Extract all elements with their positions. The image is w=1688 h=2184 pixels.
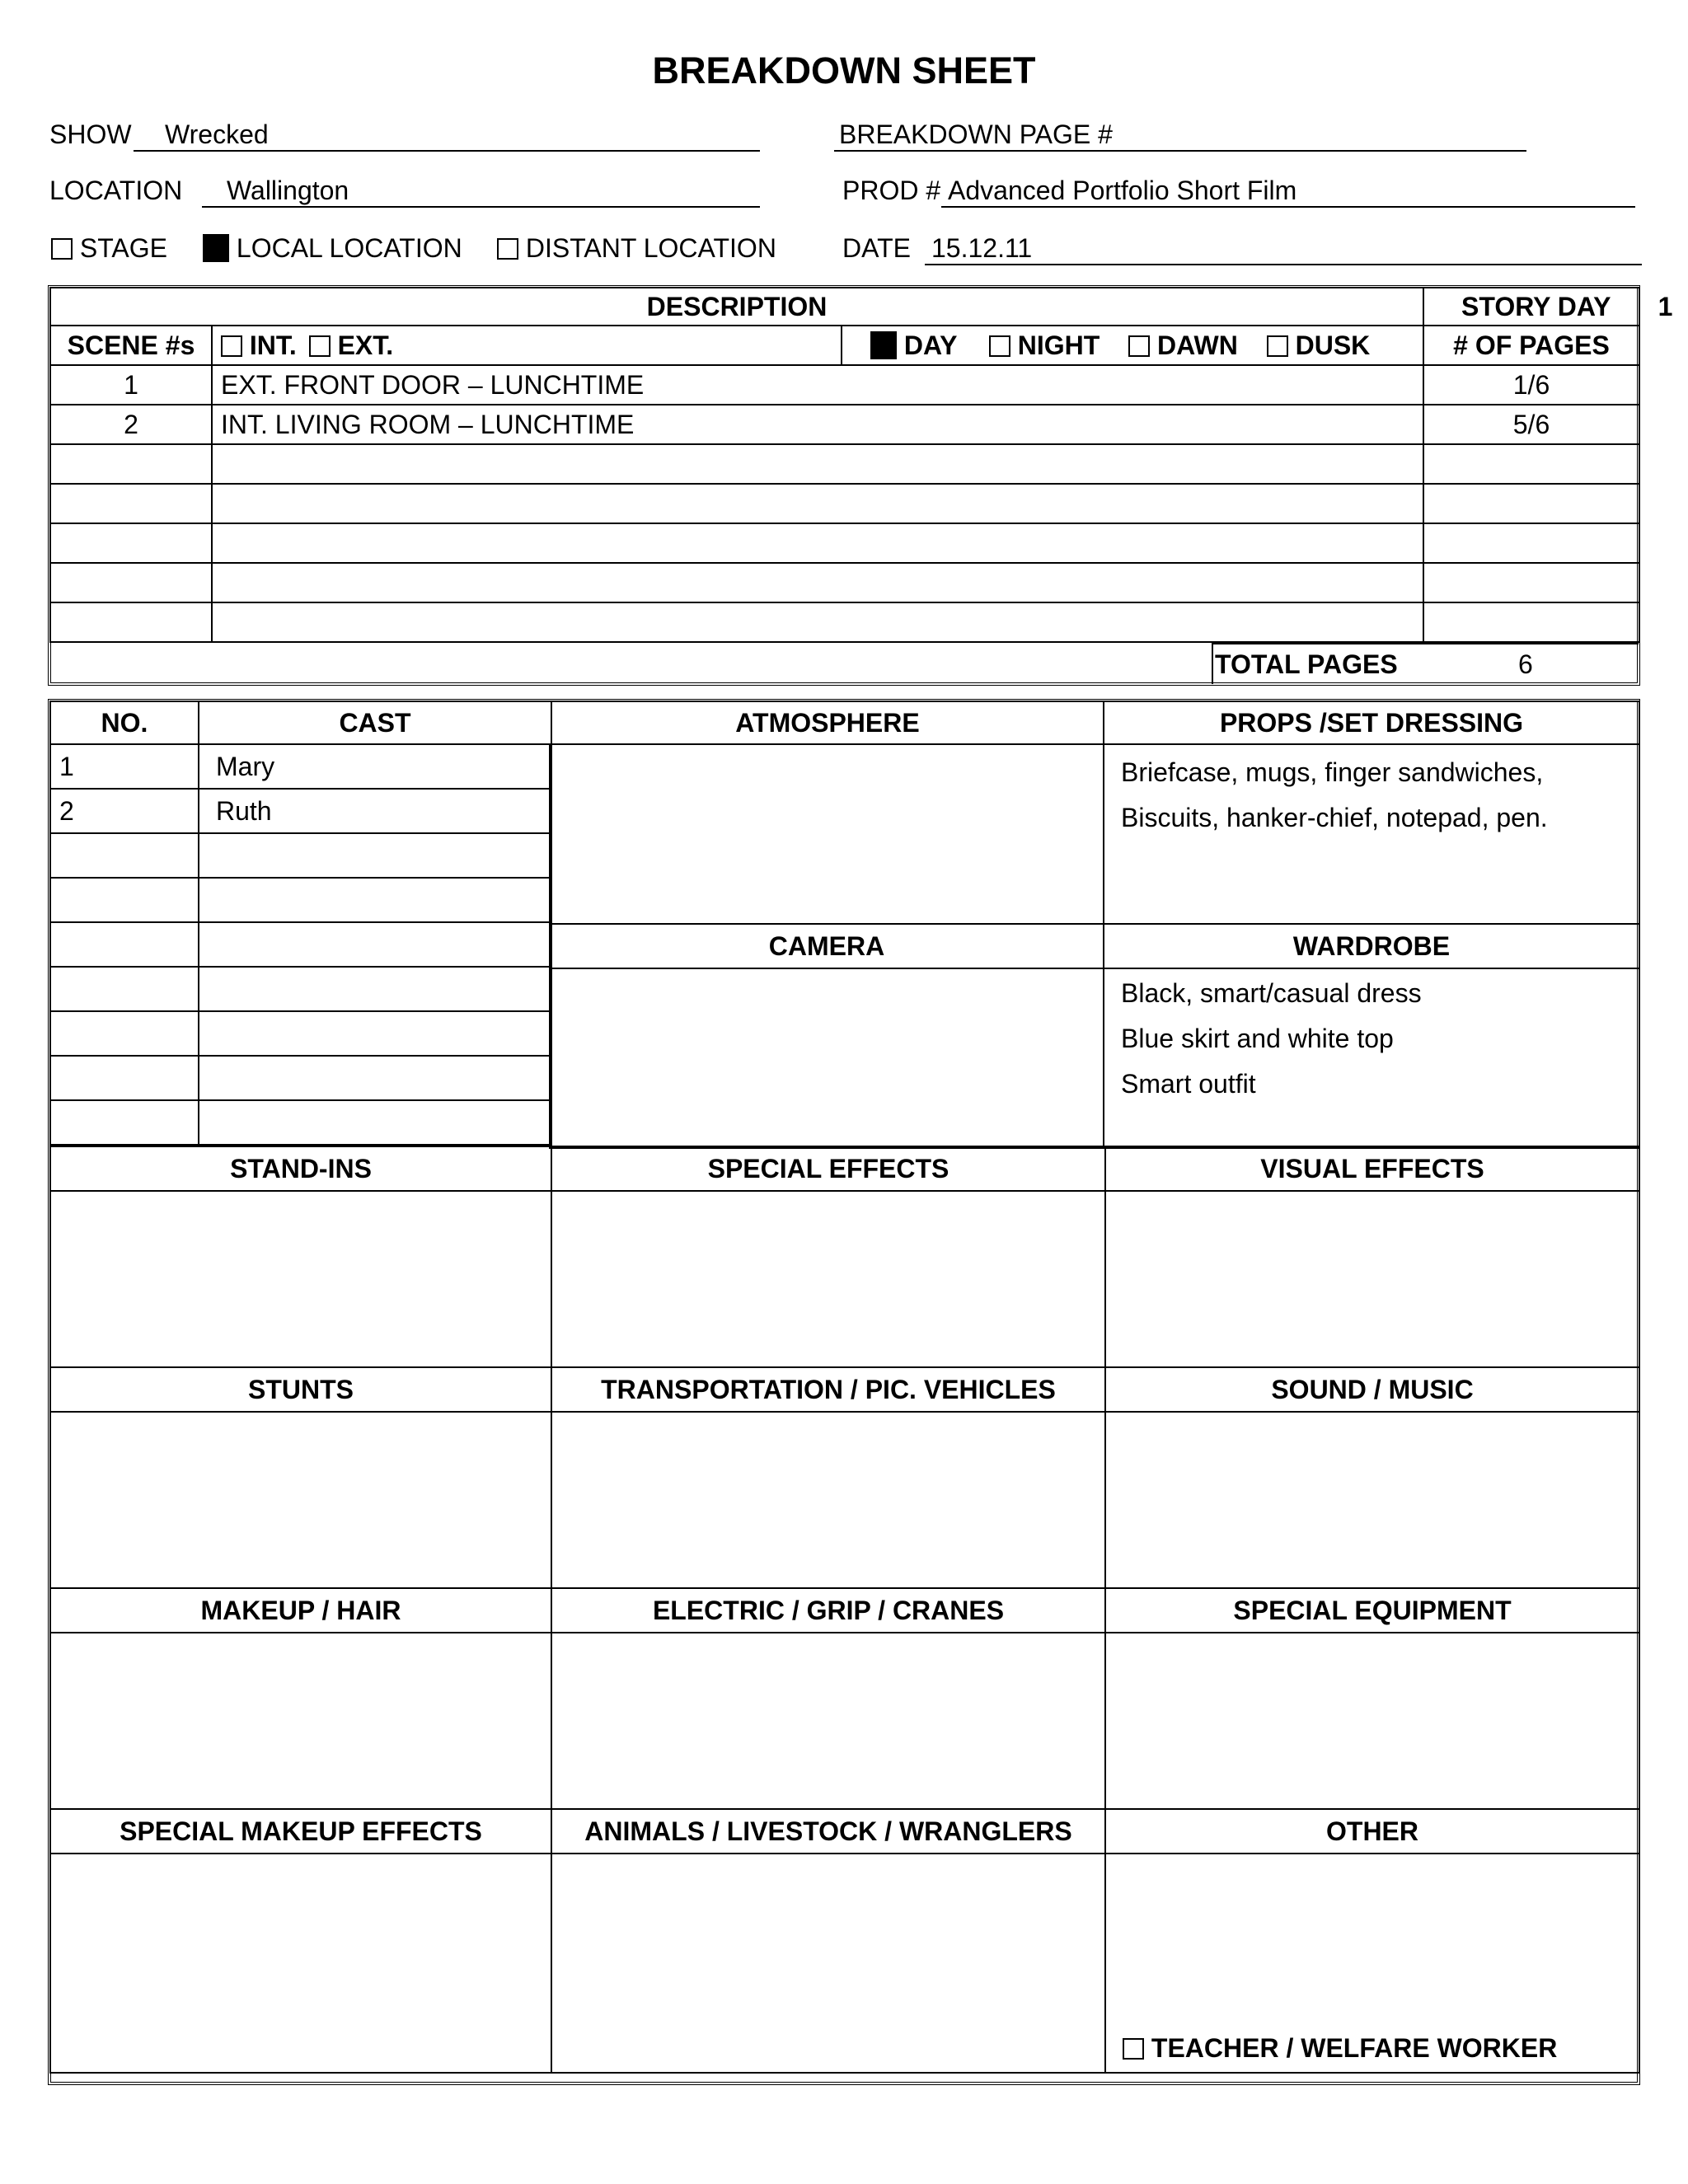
pages-header: # OF PAGES <box>1423 326 1639 365</box>
special-effects-field[interactable] <box>551 1191 1105 1367</box>
table-row <box>50 922 551 967</box>
scene-number[interactable] <box>50 444 212 484</box>
local-location-label: LOCAL LOCATION <box>236 233 462 263</box>
scene-description[interactable] <box>212 523 1423 563</box>
night-checkbox[interactable] <box>989 335 1010 357</box>
ext-checkbox[interactable] <box>309 335 331 357</box>
stage-checkbox[interactable] <box>51 238 73 260</box>
camera-field[interactable] <box>550 968 1104 1148</box>
time-of-day-cell <box>842 326 1423 365</box>
distant-location-checkbox[interactable] <box>497 238 518 260</box>
total-pages-cell <box>1212 643 1639 684</box>
story-day-cell <box>1423 288 1673 326</box>
cast-no: 1 <box>50 744 199 789</box>
scene-table <box>49 287 1673 326</box>
total-pages-label: TOTAL PAGES <box>1215 649 1398 679</box>
show-value: Wrecked <box>165 120 269 149</box>
visual-effects-field[interactable] <box>1105 1191 1639 1367</box>
table-row <box>50 365 1639 405</box>
teacher-label: TEACHER / WELFARE WORKER <box>1151 2033 1558 2063</box>
cast-no[interactable] <box>50 1011 199 1056</box>
table-row <box>50 563 1639 602</box>
breakdown-page-label: BREAKDOWN PAGE # <box>839 120 1113 149</box>
wardrobe-line: Blue skirt and white top <box>1121 1024 1394 1053</box>
ext-label: EXT. <box>337 330 394 360</box>
scene-description[interactable] <box>212 563 1423 602</box>
local-location-checkbox[interactable] <box>203 234 229 262</box>
wardrobe-line: Black, smart/casual dress <box>1121 978 1422 1008</box>
cast-name: Ruth <box>199 789 551 833</box>
cast-name[interactable] <box>199 967 551 1011</box>
sound-header: SOUND / MUSIC <box>1105 1367 1639 1412</box>
stunts-header: STUNTS <box>50 1367 551 1412</box>
show-label: SHOW <box>49 120 132 149</box>
location-label: LOCATION <box>49 176 183 205</box>
wardrobe-field[interactable] <box>1104 968 1639 1148</box>
table-row <box>50 405 1639 444</box>
no-header: NO. <box>50 701 199 744</box>
location-type-distant[interactable] <box>497 233 776 264</box>
prod-label: PROD # <box>842 176 941 205</box>
description-header: DESCRIPTION <box>50 288 1423 326</box>
atmosphere-header: ATMOSPHERE <box>551 701 1104 744</box>
camera-header: CAMERA <box>550 924 1104 968</box>
makeup-field[interactable] <box>50 1633 551 1809</box>
props-header: PROPS /SET DRESSING <box>1104 701 1639 744</box>
cast-no: 2 <box>50 789 199 833</box>
cast-name[interactable] <box>199 1056 551 1100</box>
electric-field[interactable] <box>551 1633 1105 1809</box>
table-row <box>50 1056 551 1100</box>
cast-no[interactable] <box>50 1100 199 1145</box>
standins-header: STAND-INS <box>50 1146 551 1191</box>
date-value: 15.12.11 <box>931 233 1033 263</box>
date-field[interactable] <box>925 234 1642 265</box>
table-row <box>50 967 551 1011</box>
cast-no[interactable] <box>50 967 199 1011</box>
other-header: OTHER <box>1105 1809 1639 1854</box>
int-ext-cell <box>212 326 842 365</box>
table-row <box>50 878 551 922</box>
cast-no[interactable] <box>50 833 199 878</box>
dusk-label: DUSK <box>1295 330 1371 360</box>
special-equipment-header: SPECIAL EQUIPMENT <box>1105 1588 1639 1633</box>
lower-sections <box>49 1146 1640 2074</box>
scene-pages: 1/6 <box>1423 365 1639 405</box>
scene-description: INT. LIVING ROOM – LUNCHTIME <box>212 405 1423 444</box>
breakdown-page-field[interactable] <box>834 120 1526 152</box>
scene-number[interactable] <box>50 602 212 642</box>
scene-pages[interactable] <box>1423 602 1639 642</box>
scene-number: 1 <box>50 365 212 405</box>
cast-name[interactable] <box>199 922 551 967</box>
electric-header: ELECTRIC / GRIP / CRANES <box>551 1588 1105 1633</box>
scene-pages: 5/6 <box>1423 405 1639 444</box>
animals-field[interactable] <box>551 1854 1105 2073</box>
scene-number[interactable] <box>50 563 212 602</box>
prod-value: Advanced Portfolio Short Film <box>948 176 1297 205</box>
cast-name[interactable] <box>199 833 551 878</box>
scene-description[interactable] <box>212 602 1423 642</box>
props-field[interactable] <box>1104 744 1639 924</box>
animals-header: ANIMALS / LIVESTOCK / WRANGLERS <box>551 1809 1105 1854</box>
special-makeup-header: SPECIAL MAKEUP EFFECTS <box>50 1809 551 1854</box>
table-row <box>50 444 1639 484</box>
table-row <box>50 602 1639 642</box>
dusk-checkbox[interactable] <box>1267 335 1288 357</box>
distant-location-label: DISTANT LOCATION <box>525 233 776 263</box>
table-row <box>50 484 1639 523</box>
atmosphere-props-body <box>549 743 1640 1149</box>
scene-pages[interactable] <box>1423 523 1639 563</box>
wardrobe-header: WARDROBE <box>1104 924 1639 968</box>
table-row <box>50 1011 551 1056</box>
makeup-header: MAKEUP / HAIR <box>50 1588 551 1633</box>
scene-pages[interactable] <box>1423 444 1639 484</box>
scene-description: EXT. FRONT DOOR – LUNCHTIME <box>212 365 1423 405</box>
cast-table <box>49 701 1640 745</box>
page-title: BREAKDOWN SHEET <box>652 49 1036 91</box>
stunts-field[interactable] <box>50 1412 551 1588</box>
dawn-checkbox[interactable] <box>1128 335 1150 357</box>
location-value: Wallington <box>227 176 349 205</box>
scene-rows-table <box>49 325 1640 643</box>
total-pages-value: 6 <box>1518 649 1533 679</box>
teacher-checkbox[interactable] <box>1123 2038 1144 2060</box>
special-makeup-field[interactable] <box>50 1854 551 2073</box>
location-type-local[interactable] <box>203 233 462 264</box>
cast-rows <box>49 743 552 1146</box>
wardrobe-line: Smart outfit <box>1121 1069 1256 1099</box>
scene-number[interactable] <box>50 484 212 523</box>
int-label: INT. <box>249 330 297 360</box>
transportation-header: TRANSPORTATION / PIC. VEHICLES <box>551 1367 1105 1412</box>
int-checkbox[interactable] <box>221 335 242 357</box>
scene-pages[interactable] <box>1423 484 1639 523</box>
table-row <box>50 1100 551 1145</box>
sound-field[interactable] <box>1105 1412 1639 1588</box>
cast-name[interactable] <box>199 1100 551 1145</box>
cast-no[interactable] <box>50 878 199 922</box>
other-field[interactable] <box>1105 1854 1639 2073</box>
story-day-label: STORY DAY <box>1461 291 1611 321</box>
visual-effects-header: VISUAL EFFECTS <box>1105 1146 1639 1191</box>
table-row <box>50 833 551 878</box>
table-row <box>50 744 551 789</box>
day-checkbox[interactable] <box>870 331 897 359</box>
story-day-value: 1 <box>1658 291 1673 321</box>
atmosphere-field[interactable] <box>550 744 1104 924</box>
location-type-stage[interactable] <box>51 233 167 264</box>
standins-field[interactable] <box>50 1191 551 1367</box>
scene-number: 2 <box>50 405 212 444</box>
date-label: DATE <box>842 233 911 263</box>
night-label: NIGHT <box>1017 330 1100 360</box>
cast-name: Mary <box>199 744 551 789</box>
table-row <box>50 789 551 833</box>
cast-header: CAST <box>199 701 551 744</box>
scene-description[interactable] <box>212 444 1423 484</box>
cast-no[interactable] <box>50 922 199 967</box>
special-effects-header: SPECIAL EFFECTS <box>551 1146 1105 1191</box>
scene-description[interactable] <box>212 484 1423 523</box>
stage-label: STAGE <box>79 233 167 263</box>
dawn-label: DAWN <box>1157 330 1238 360</box>
cast-name[interactable] <box>199 1011 551 1056</box>
scene-pages[interactable] <box>1423 563 1639 602</box>
special-equipment-field[interactable] <box>1105 1633 1639 1809</box>
props-line: Briefcase, mugs, finger sandwiches, <box>1121 757 1544 787</box>
scene-number[interactable] <box>50 523 212 563</box>
scene-col-header: SCENE #s <box>50 326 212 365</box>
transportation-field[interactable] <box>551 1412 1105 1588</box>
table-row <box>50 523 1639 563</box>
props-line: Biscuits, hanker-chief, notepad, pen. <box>1121 803 1548 832</box>
cast-name[interactable] <box>199 878 551 922</box>
day-label: DAY <box>903 330 957 360</box>
cast-no[interactable] <box>50 1056 199 1100</box>
